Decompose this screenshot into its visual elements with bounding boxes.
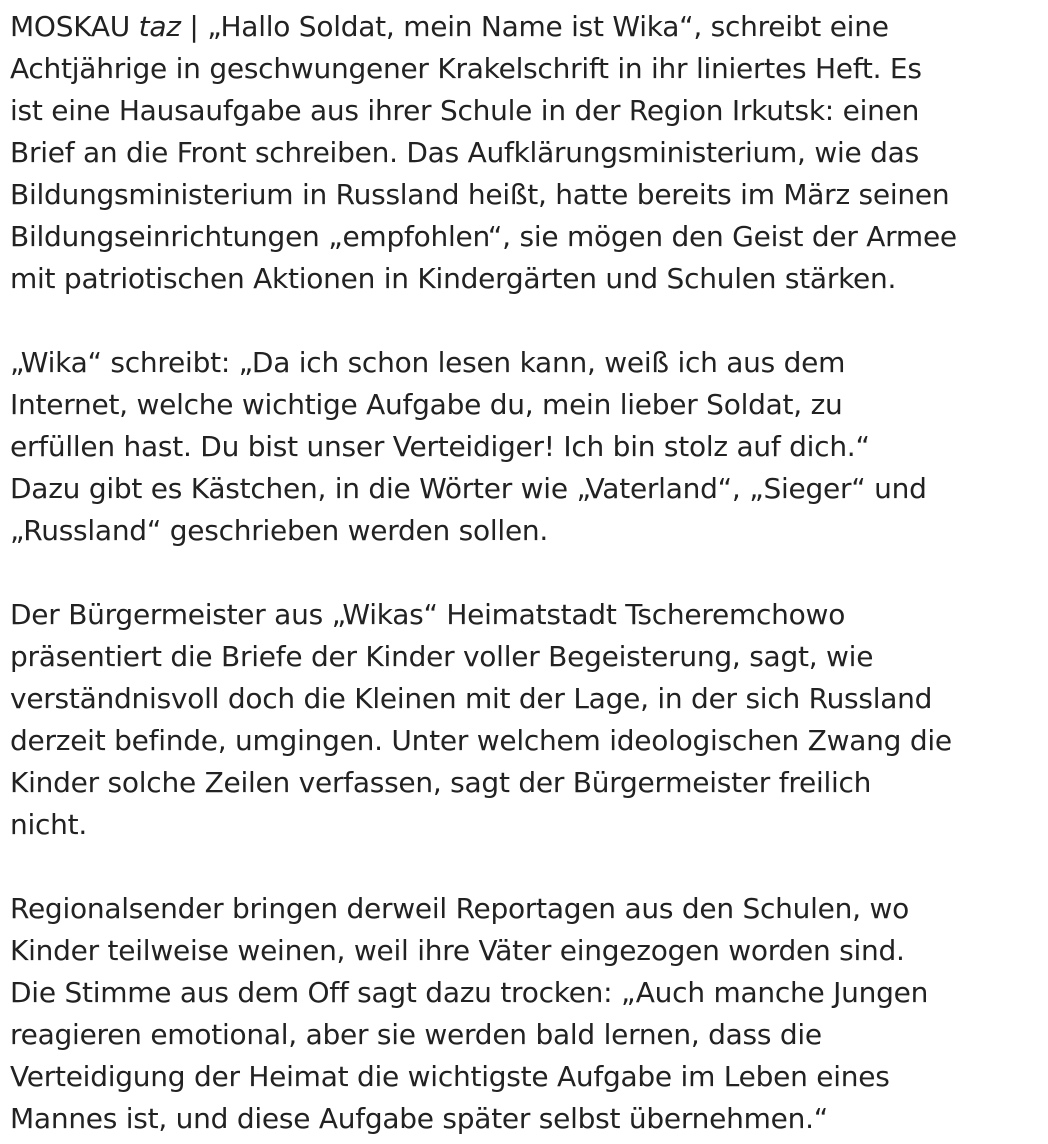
paragraph-line: Regionalsender bringen derweil Reportagen aus den Schulen, wo bbox=[10, 892, 909, 925]
paragraph-line: präsentiert die Briefe der Kinder voller Begeisterung, sagt, wie bbox=[10, 640, 874, 673]
paragraph-line: Achtjährige in geschwungener Krakelschrift in ihr liniertes Heft. Es bbox=[10, 52, 922, 85]
paragraph-line: Kinder solche Zeilen verfassen, sagt der Bürgermeister freilich bbox=[10, 766, 872, 799]
paragraph-line bbox=[10, 6, 1044, 48]
article-paragraph bbox=[10, 888, 1044, 1140]
paragraph-line: Verteidigung der Heimat die wichtigste Aufgabe im Leben eines bbox=[10, 1060, 890, 1093]
paragraph-line: ist eine Hausaufgabe aus ihrer Schule in der Region Irkutsk: einen bbox=[10, 94, 920, 127]
paragraph-line: Bildungsministerium in Russland heißt, hatte bereits im März seinen bbox=[10, 178, 950, 211]
paragraph-line: Dazu gibt es Kästchen, in die Wörter wie „Vaterland“, „Sieger“ und bbox=[10, 472, 927, 505]
paragraph-line: derzeit befinde, umgingen. Unter welchem ideologischen Zwang die bbox=[10, 724, 952, 757]
paragraph-line: erfüllen hast. Du bist unser Verteidiger! Ich bin stolz auf dich.“ bbox=[10, 430, 870, 463]
article-paragraph bbox=[10, 6, 1044, 300]
paragraph-line: reagieren emotional, aber sie werden bald lernen, dass die bbox=[10, 1018, 822, 1051]
paragraph-line: Bildungseinrichtungen „empfohlen“, sie mögen den Geist der Armee bbox=[10, 220, 957, 253]
dateline: MOSKAU bbox=[10, 10, 130, 43]
paragraph-line: verständnisvoll doch die Kleinen mit der Lage, in der sich Russland bbox=[10, 682, 933, 715]
article-paragraph bbox=[10, 594, 1044, 846]
paragraph-line: Mannes ist, und diese Aufgabe später selbst übernehmen.“ bbox=[10, 1102, 829, 1135]
source-label: taz bbox=[138, 10, 181, 43]
paragraph-line: Internet, welche wichtige Aufgabe du, mein lieber Soldat, zu bbox=[10, 388, 843, 421]
paragraph-line: Kinder teilweise weinen, weil ihre Väter eingezogen worden sind. bbox=[10, 934, 905, 967]
article-body bbox=[10, 6, 1044, 1140]
paragraph-line: „Russland“ geschrieben werden sollen. bbox=[10, 514, 549, 547]
paragraph-line: Brief an die Front schreiben. Das Aufklärungsministerium, wie das bbox=[10, 136, 919, 169]
paragraph-line: mit patriotischen Aktionen in Kindergärten und Schulen stärken. bbox=[10, 262, 897, 295]
paragraph-line: nicht. bbox=[10, 808, 88, 841]
paragraph-line-text: | „Hallo Soldat, mein Name ist Wika“, schreibt eine bbox=[180, 10, 889, 43]
paragraph-line: Die Stimme aus dem Off sagt dazu trocken: „Auch manche Jungen bbox=[10, 976, 929, 1009]
paragraph-line: „Wika“ schreibt: „Da ich schon lesen kann, weiß ich aus dem bbox=[10, 346, 846, 379]
article-paragraph bbox=[10, 342, 1044, 552]
paragraph-line: Der Bürgermeister aus „Wikas“ Heimatstadt Tscheremchowo bbox=[10, 598, 846, 631]
